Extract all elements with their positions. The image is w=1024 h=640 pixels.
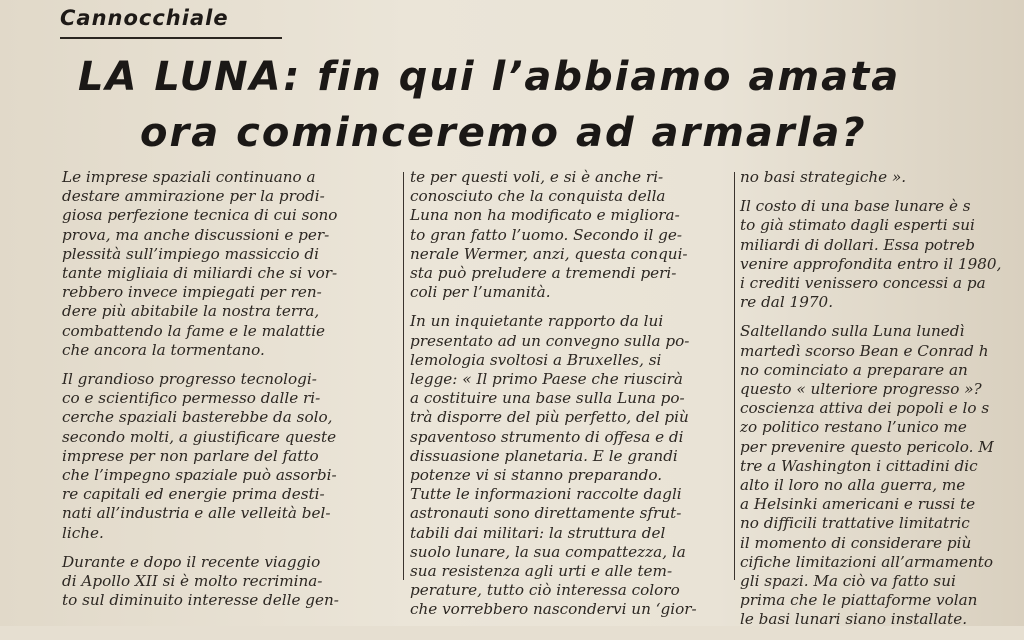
text-line: venire approfondita entro il 1980, [740, 254, 1002, 273]
text-line: legge: « Il primo Paese che riuscirà [410, 370, 683, 389]
paragraph [62, 553, 394, 611]
text-line: dissuasione planetaria. E le grandi [410, 446, 678, 465]
paragraph [740, 197, 1024, 312]
text-line: che ancora la tormentano. [62, 340, 265, 359]
text-line: co e scientifico permesso dalle ri- [62, 389, 321, 408]
text-line: zo politico restano l’unico me [740, 418, 967, 437]
text-line: no basi strategiche ». [740, 168, 907, 186]
text-line: gli spazi. Ma ciò va fatto sui [740, 572, 956, 591]
paragraph [740, 168, 1024, 187]
text-line: tabili dai militari: la struttura del [410, 523, 666, 542]
text-line: perature, tutto ciò interessa coloro [410, 581, 680, 600]
section-kicker: Cannocchiale [60, 6, 229, 30]
text-line: che l’impegno spaziale può assorbi- [62, 466, 337, 485]
text-line: le basi lunari siano installate. [740, 610, 968, 629]
text-line: destare ammirazione per la prodi- [62, 187, 325, 206]
text-line: giosa perfezione tecnica di cui sono [62, 206, 338, 225]
text-line: martedì scorso Bean e Conrad h [740, 341, 989, 360]
column-divider-1 [403, 172, 404, 580]
text-line: miliardi di dollari. Essa potreb [740, 235, 976, 254]
text-line: astronauti sono direttamente sfrut- [410, 504, 682, 523]
text-line: a Helsinki americani e russi te [740, 495, 976, 514]
paragraph [62, 370, 394, 543]
text-line: combattendo la fame e le malattie [62, 321, 326, 340]
text-line: presentato ad un convegno sulla po- [410, 331, 690, 350]
text-line: a costituire una base sulla Luna po- [410, 389, 685, 408]
text-line: Il grandioso progresso tecnologi- [62, 370, 317, 389]
text-line: Le imprese spaziali continuano a [62, 168, 316, 186]
text-line: te per questi voli, e si è anche ri- [410, 168, 664, 186]
text-line: sta può preludere a tremendi peri- [410, 264, 677, 283]
text-line: plessità sull’impiego massiccio di [62, 244, 319, 263]
article-column-1 [62, 168, 394, 620]
text-line: di Apollo XII si è molto recrimina- [62, 572, 323, 591]
text-line: coscienza attiva dei popoli e lo s [740, 399, 990, 418]
headline-line-2: ora cominceremo ad armarla? [140, 110, 867, 156]
text-line: potenze vi si stanno preparando. [410, 466, 663, 485]
text-line: dere più abitabile la nostra terra, [62, 302, 320, 321]
text-line: Durante e dopo il recente viaggio [62, 552, 321, 571]
text-line: lemologia svoltosi a Bruxelles, si [410, 350, 662, 369]
text-line: il momento di considerare più [740, 533, 972, 552]
text-line: no cominciato a preparare an [740, 360, 968, 379]
text-line: no difficili trattative limitatric [740, 514, 970, 533]
text-line: per prevenire questo pericolo. M [740, 437, 994, 456]
text-line: nerale Wermer, anzi, questa conqui- [410, 244, 688, 263]
text-line: cifiche limitazioni all’armamento [740, 552, 993, 571]
text-line: rebbero invece impiegati per ren- [62, 283, 322, 302]
text-line: coli per l’umanità. [410, 283, 551, 302]
text-line: prova, ma anche discussioni e per- [62, 225, 330, 244]
text-line: liche. [62, 523, 104, 542]
text-line: suolo lunare, la sua compattezza, la [410, 542, 686, 561]
paragraph [740, 322, 1024, 629]
paragraph [62, 168, 394, 360]
text-line: secondo molti, a giustificare queste [62, 427, 337, 446]
text-line: cerche spaziali basterebbe da solo, [62, 408, 333, 427]
text-line: nati all’industria e alle velleità bel- [62, 504, 331, 523]
text-line: questo « ulteriore progresso »? [740, 380, 982, 399]
text-line: Luna non ha modificato e migliora- [410, 206, 680, 225]
text-line: Saltellando sulla Luna lunedì [740, 322, 965, 341]
text-line: i crediti venissero concessi a pa [740, 274, 986, 293]
text-line: prima che le piattaforme volan [740, 591, 978, 610]
text-line: to già stimato dagli esperti sui [740, 216, 975, 235]
text-line: spaventoso strumento di offesa e di [410, 427, 684, 446]
text-line: alto il loro no alla guerra, me [740, 476, 966, 495]
article-column-2 [410, 168, 730, 630]
text-line: Tutte le informazioni raccolte dagli [410, 485, 682, 504]
column-divider-2 [734, 172, 735, 580]
text-line: In un inquietante rapporto da lui [410, 312, 664, 331]
text-line: Il costo di una base lunare è s [740, 197, 971, 216]
article-column-3 [740, 168, 1024, 640]
paragraph [410, 312, 730, 619]
text-line: re dal 1970. [740, 293, 834, 312]
text-line: trà disporre del più perfetto, del più [410, 408, 689, 427]
text-line: imprese per non parlare del fatto [62, 446, 319, 465]
text-line: to sul diminuito interesse delle gen- [62, 591, 339, 610]
text-line: to gran fatto l’uomo. Secondo il ge- [410, 225, 683, 244]
kicker-underline [60, 37, 282, 39]
text-line: sua resistenza agli urti e alle tem- [410, 562, 673, 581]
text-line: che vorrebbero nascondervi un ‘gior- [410, 600, 697, 619]
text-line: re capitali ed energie prima desti- [62, 485, 325, 504]
text-line: tre a Washington i cittadini dic [740, 456, 978, 475]
paragraph [410, 168, 730, 302]
text-line: tante migliaia di miliardi che si vor- [62, 264, 338, 283]
text-line: conosciuto che la conquista della [410, 187, 666, 206]
headline-line-1: LA LUNA: fin qui l’abbiamo amata [78, 54, 901, 100]
